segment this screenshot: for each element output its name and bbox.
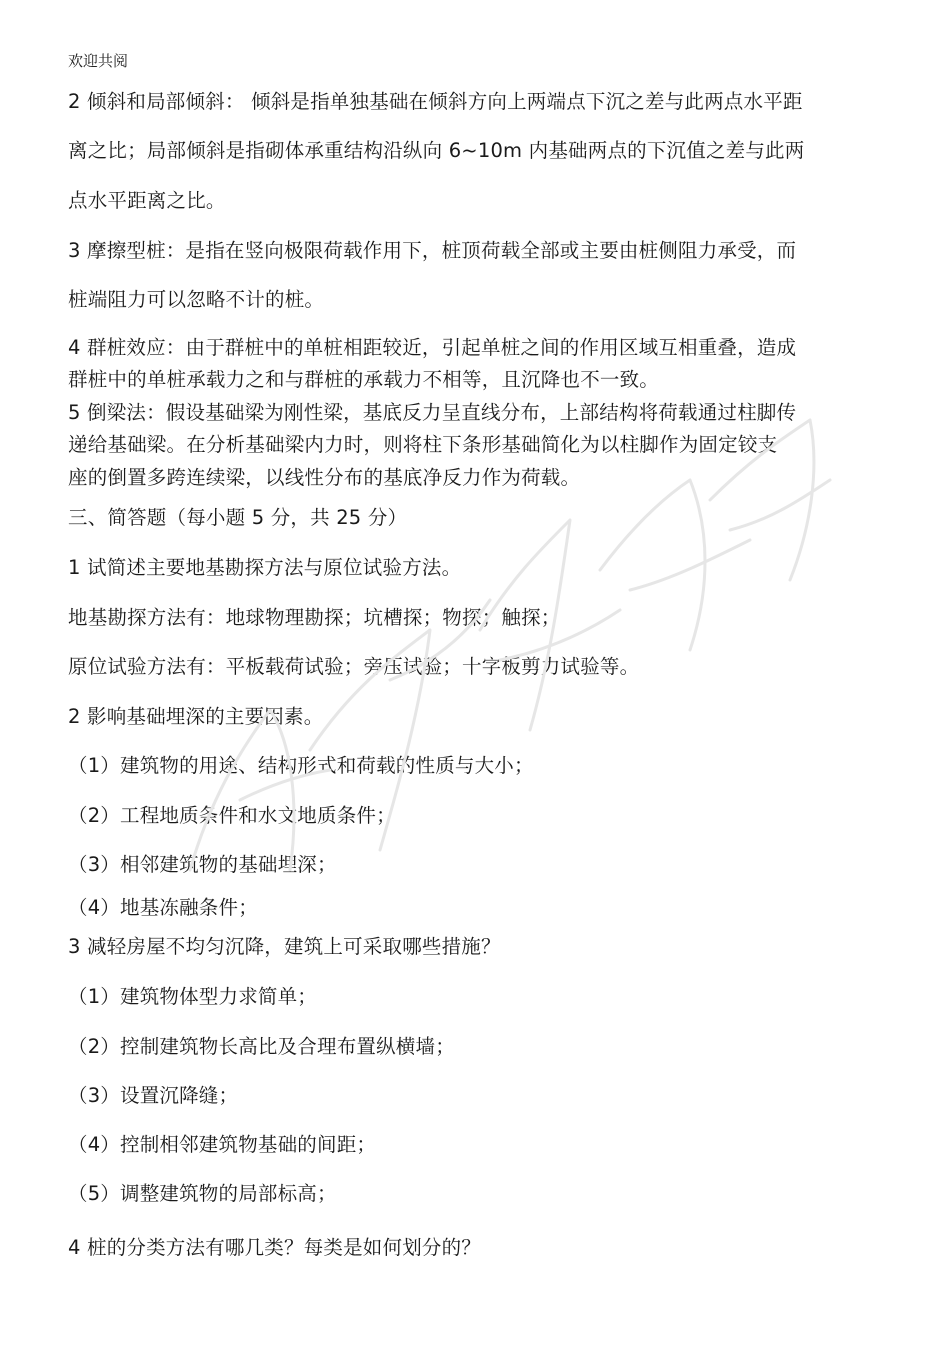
text-line: 3 摩擦型桩：是指在竖向极限荷载作用下，桩顶荷载全部或主要由桩侧阻力承受，而 [68, 239, 797, 262]
text-line: 离之比；局部倾斜是指砌体承重结构沿纵向 6~10m 内基础两点的下沉值之差与此两 [68, 139, 805, 162]
list-item: （2）工程地质条件和水文地质条件； [68, 804, 396, 827]
list-item: （3）设置沉降缝； [68, 1084, 239, 1107]
text-line: 群桩中的单桩承载力之和与群桩的承载力不相等，且沉降也不一致。 [68, 368, 660, 391]
text-line: 5 倒梁法：假设基础梁为刚性梁，基底反力呈直线分布，上部结构将荷载通过柱脚传 [68, 401, 797, 424]
list-item: （4）控制相邻建筑物基础的间距； [68, 1133, 377, 1156]
question-line: 3 减轻房屋不均匀沉降，建筑上可采取哪些措施？ [68, 935, 501, 958]
text-line: 原位试验方法有：平板载荷试验；旁压试验；十字板剪力试验等。 [68, 655, 640, 678]
text-line: 递给基础梁。在分析基础梁内力时，则将柱下条形基础简化为以柱脚作为固定铰支 [68, 433, 778, 456]
text-line: 4 群桩效应：由于群桩中的单桩相距较近，引起单桩之间的作用区域互相重叠，造成 [68, 336, 797, 359]
section-heading: 三、简答题（每小题 5 分，共 25 分） [68, 506, 408, 529]
list-item: （1）建筑物体型力求简单； [68, 985, 318, 1008]
page-header: 欢迎共阅 [68, 52, 129, 70]
text-line: 2 倾斜和局部倾斜： 倾斜是指单独基础在倾斜方向上两端点下沉之差与此两点水平距 [68, 90, 803, 113]
text-line: 点水平距离之比。 [68, 189, 226, 212]
text-line: 座的倒置多跨连续梁，以线性分布的基底净反力作为荷载。 [68, 466, 581, 489]
text-line: 地基勘探方法有：地球物理勘探；坑槽探；物探；触探； [68, 606, 561, 629]
question-line: 1 试简述主要地基勘探方法与原位试验方法。 [68, 556, 462, 579]
list-item: （5）调整建筑物的局部标高； [68, 1182, 337, 1205]
list-item: （4）地基冻融条件； [68, 896, 258, 919]
list-item: （3）相邻建筑物的基础埋深； [68, 853, 337, 876]
list-item: （2）控制建筑物长高比及合理布置纵横墙； [68, 1035, 455, 1058]
question-line: 2 影响基础埋深的主要因素。 [68, 705, 324, 728]
question-line: 4 桩的分类方法有哪几类？每类是如何划分的？ [68, 1236, 482, 1259]
list-item: （1）建筑物的用途、结构形式和荷载的性质与大小； [68, 754, 534, 777]
text-line: 桩端阻力可以忽略不计的桩。 [68, 288, 325, 311]
